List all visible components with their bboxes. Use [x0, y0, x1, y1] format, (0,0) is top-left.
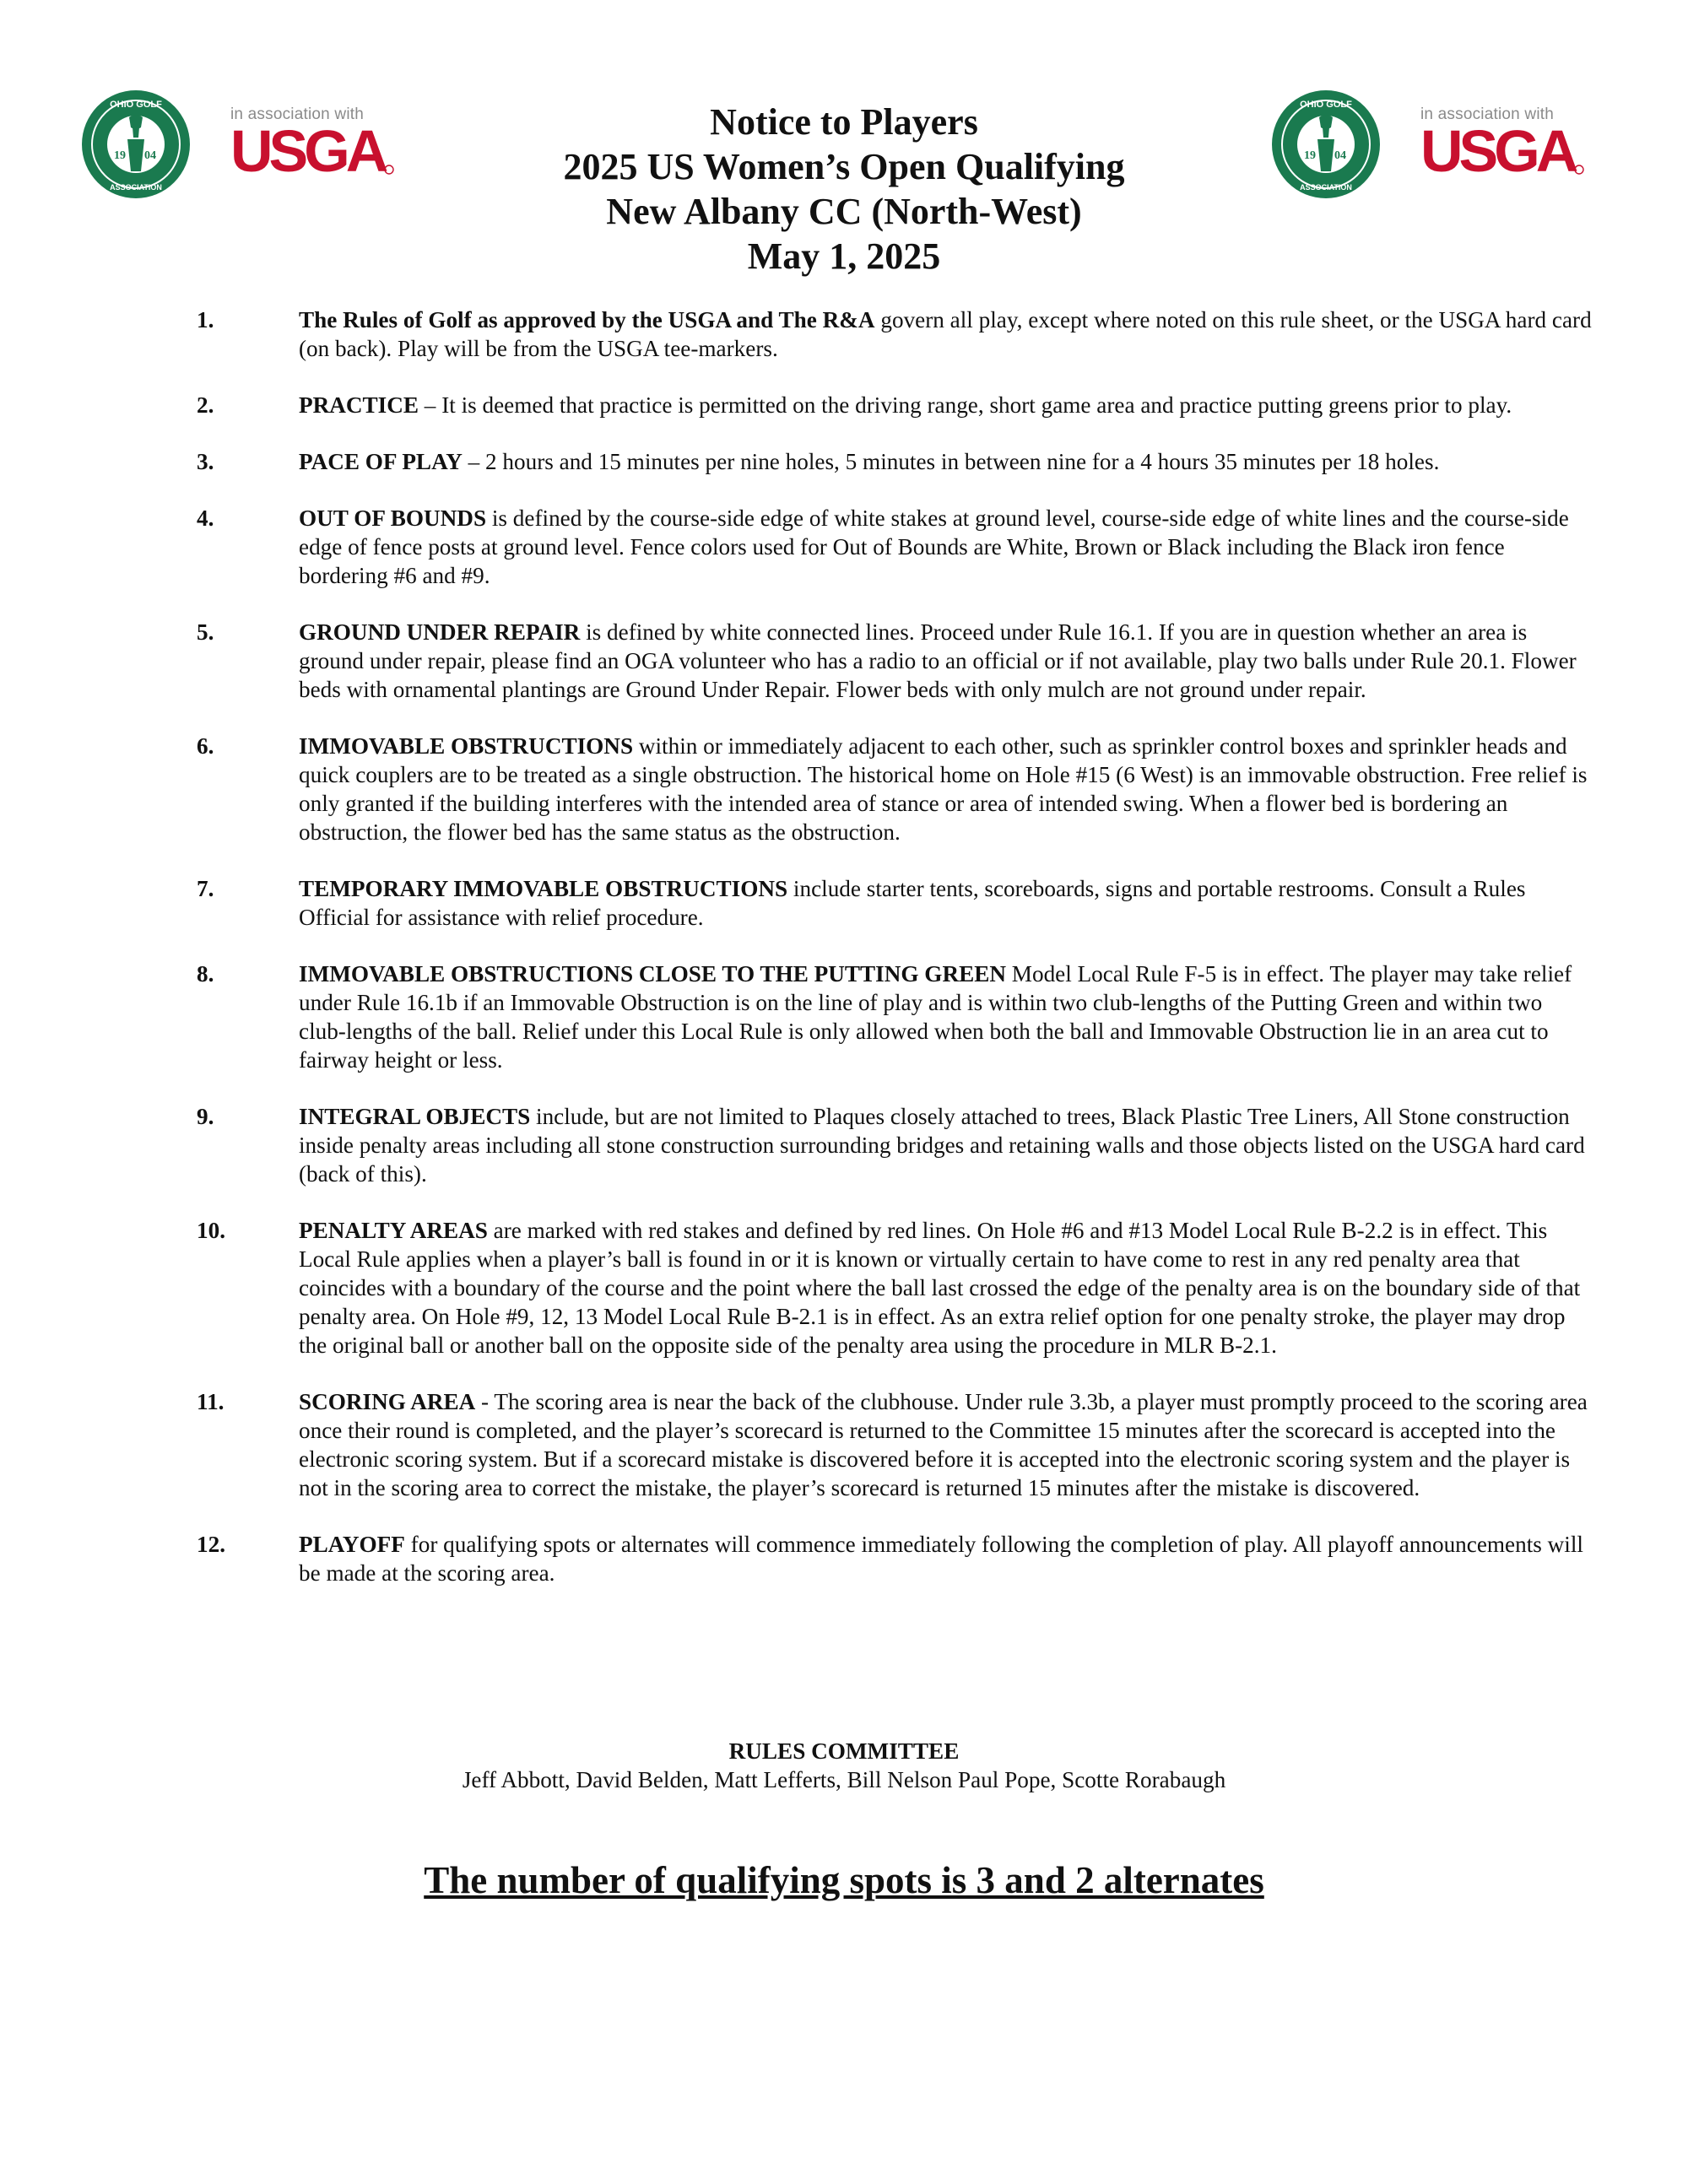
rule-number: 8. — [197, 961, 214, 987]
rule-heading: The Rules of Golf as approved by the USGA and The R&A — [299, 307, 875, 332]
association-text: in association with — [230, 105, 364, 123]
rule-item — [197, 1530, 1593, 1587]
rule-heading: OUT OF BOUNDS — [299, 505, 487, 531]
event-name: 2025 US Women’s Open Qualifying — [563, 146, 1125, 187]
rule-number: 11. — [197, 1389, 225, 1414]
page-title: Notice to Players — [710, 101, 978, 143]
association-text: in association with — [1420, 105, 1554, 123]
rule-text: - The scoring area is near the back of the clubhouse. Under rule 3.3b, a player must promptly proceed to the scoring area once their round is completed, and the player’s scorecard is returned to the Committee 15 minutes after the scorecard is accepted into the electronic scoring system. But if a scorecard mistake is discovered before it is accepted into the electronic scoring system and the player is not in the scoring area to correct the mistake, the player’s scorecard is returned 15 minutes after the mistake is discovered. — [299, 1389, 1588, 1500]
rule-item — [197, 1216, 1593, 1360]
rule-text: within or immediately adjacent to each other, such as sprinkler control boxes and sprinkler heads and quick couplers are to be treated as a single obstruction. The historical home on Hole #15 (6 West) is an immovable obstruction. Free relief is only granted if the building interferes with the intended area of stance or area of intended swing. When a flower bed is bordering an obstruction, the flower bed has the same status as the obstruction. — [299, 733, 1588, 845]
rule-number: 7. — [197, 876, 214, 901]
rule-text: – It is deemed that practice is permitted on the driving range, short game area and practice putting greens prior to play. — [419, 392, 1512, 418]
rules-committee — [0, 1737, 1688, 1794]
rule-heading: GROUND UNDER REPAIR — [299, 619, 581, 645]
seal-top-text: OHIO GOLF — [110, 100, 162, 110]
seal-year-right: 04 — [144, 149, 156, 162]
rule-item — [197, 1387, 1593, 1502]
rule-item — [197, 960, 1593, 1074]
rule-text: – 2 hours and 15 minutes per nine holes, 5 minutes in between nine for a 4 hours 35 minutes per 18 holes. — [462, 449, 1440, 474]
rule-number: 1. — [197, 307, 214, 332]
rule-heading: TEMPORARY IMMOVABLE OBSTRUCTIONS — [299, 876, 788, 901]
rule-number: 10. — [197, 1218, 225, 1243]
rule-heading: IMMOVABLE OBSTRUCTIONS — [299, 733, 634, 759]
committee-title: RULES COMMITTEE — [728, 1738, 960, 1764]
rule-text: are marked with red stakes and defined by red lines. On Hole #6 and #13 Model Local Rule B-2.2 is in effect. This Local Rule applies when a player’s ball is found in or it is known or virtually certain to have come to rest in any red penalty area that coincides with a boundary of the course and the point where the ball last crossed the edge of the penalty area is on the boundary side of that penalty area. On Hole #9, 12, 13 Model Local Rule B-2.1 is in effect. As an extra relief option for one penalty stroke, the player may drop the original ball or another ball on the opposite side of the penalty area using the procedure in MLR B-2.1. — [299, 1218, 1581, 1358]
rule-item — [197, 1102, 1593, 1188]
venue-name: New Albany CC (North-West) — [606, 191, 1082, 232]
committee-members: Jeff Abbott, David Belden, Matt Lefferts, Bill Nelson Paul Pope, Scotte Rorabaugh — [462, 1767, 1226, 1792]
rule-heading: SCORING AREA — [299, 1389, 476, 1414]
rule-text: govern all play, except where noted on this rule sheet, or the USGA hard card (on back). Play will be from the USGA tee-markers. — [299, 307, 1592, 361]
rule-item — [197, 305, 1593, 363]
svg-text:USGA: USGA — [1420, 126, 1575, 180]
rule-number: 9. — [197, 1104, 214, 1129]
rule-number: 5. — [197, 619, 214, 645]
rule-text: include, but are not limited to Plaques closely attached to trees, Black Plastic Tree Liners, All Stone construction inside penalty areas including all stone construction surrounding bridges and retaining walls and those objects listed on the USGA hard card (back of this). — [299, 1104, 1585, 1187]
rule-number: 12. — [197, 1532, 225, 1557]
rule-number: 2. — [197, 392, 214, 418]
seal-top-text: OHIO GOLF — [1300, 100, 1352, 110]
rule-text: Model Local Rule F-5 is in effect. The player may take relief under Rule 16.1b if an Immovable Obstruction is on the line of play and is within two club-lengths of the Putting Green and within two club-lengths of the ball. Relief under this Local Rule is only allowed when both the ball and Immovable Obstruction lie in an area cut to fairway height or less. — [299, 961, 1572, 1073]
rule-text: is defined by white connected lines. Proceed under Rule 16.1. If you are in question whether an area is ground under repair, please find an OGA volunteer who has a radio to an official or if not available, play two balls under Rule 20.1. Flower beds with ornamental plantings are Ground Under Repair. Flower beds with only mulch are not ground under repair. — [299, 619, 1577, 702]
rule-number: 4. — [197, 505, 214, 531]
rule-heading: PRACTICE — [299, 392, 419, 418]
rule-item — [197, 447, 1593, 476]
rule-text: for qualifying spots or alternates will commence immediately following the completion of play. All playoff announcements will be made at the scoring area. — [299, 1532, 1583, 1586]
svg-text:USGA: USGA — [230, 126, 385, 180]
seal-bottom-text: ASSOCIATION — [110, 183, 162, 192]
rule-item — [197, 504, 1593, 590]
rule-item — [197, 391, 1593, 419]
title-block — [0, 100, 1688, 278]
seal-year-left: 19 — [1304, 149, 1316, 162]
rule-text: is defined by the course-side edge of white stakes at ground level, course-side edge of white lines and the course-side edge of fence posts at ground level. Fence colors used for Out of Bounds are White, Brown or Black including the Black iron fence bordering #6 and #9. — [299, 505, 1569, 588]
seal-year-right: 04 — [1334, 149, 1346, 162]
rule-item — [197, 732, 1593, 846]
rule-item — [197, 618, 1593, 704]
rules-list — [197, 305, 1593, 1615]
rule-item — [197, 874, 1593, 932]
rule-number: 6. — [197, 733, 214, 759]
rule-heading: IMMOVABLE OBSTRUCTIONS CLOSE TO THE PUTTING GREEN — [299, 961, 1006, 987]
rule-number: 3. — [197, 449, 214, 474]
qualifying-spots-note: The number of qualifying spots is 3 and 2 alternates — [424, 1859, 1264, 1901]
rule-heading: PACE OF PLAY — [299, 449, 463, 474]
seal-bottom-text: ASSOCIATION — [1300, 183, 1352, 192]
rule-heading: PENALTY AREAS — [299, 1218, 488, 1243]
rule-heading: INTEGRAL OBJECTS — [299, 1104, 531, 1129]
rule-heading: PLAYOFF — [299, 1532, 405, 1557]
rule-text: include starter tents, scoreboards, signs and portable restrooms. Consult a Rules Official for assistance with relief procedure. — [299, 876, 1526, 930]
event-date: May 1, 2025 — [747, 235, 941, 277]
seal-year-left: 19 — [114, 149, 126, 162]
